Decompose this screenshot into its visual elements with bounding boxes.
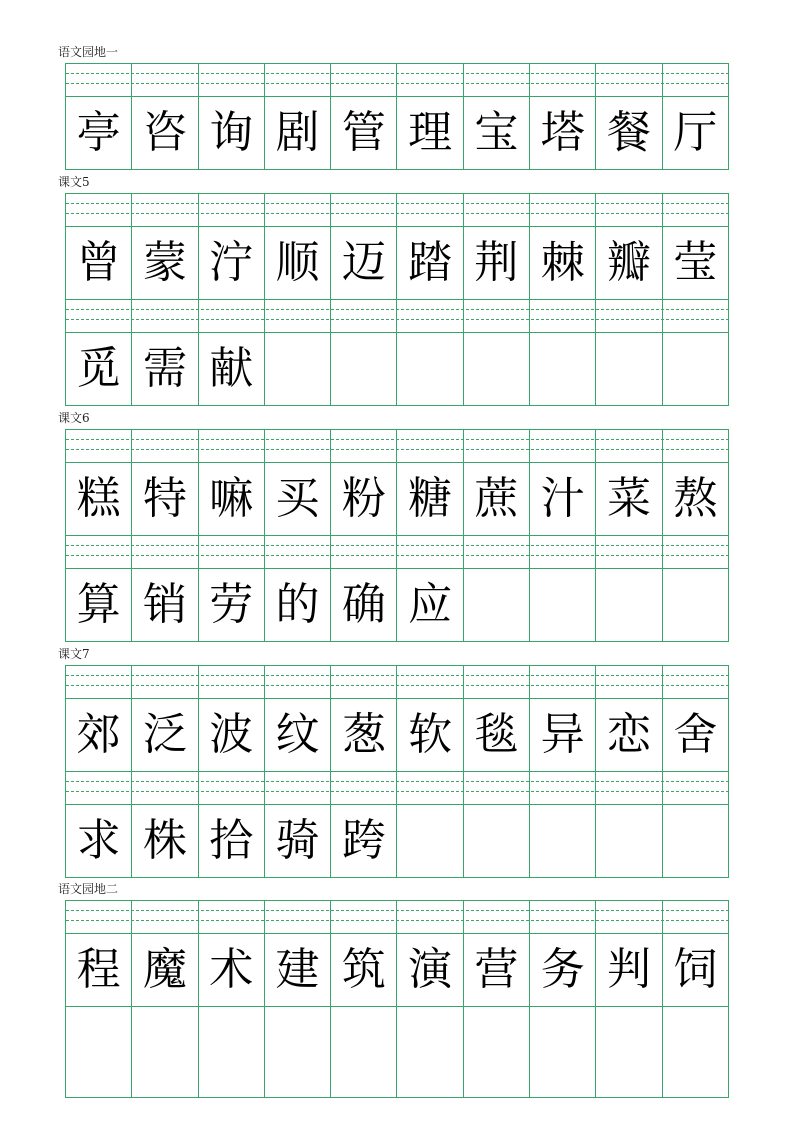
character-cell: 应 [397,569,463,641]
character-cell: 荆 [464,227,530,299]
character-cell: 算 [66,569,132,641]
character-cell: 务 [530,934,596,1006]
pinyin-row [66,300,729,333]
character-cell: 蒙 [132,227,198,299]
character-cell: 程 [66,934,132,1006]
character-cell: 恋 [596,699,662,771]
writing-grid [65,665,729,878]
character-cell: 骑 [265,805,331,877]
character-cell [397,1007,463,1097]
character-cell: 泛 [132,699,198,771]
character-row [66,463,729,536]
section-title: 语文园地二 [58,882,119,896]
character-cell: 咨 [132,97,198,169]
character-cell: 异 [530,699,596,771]
writing-grid [65,193,729,406]
character-cell: 汁 [530,463,596,535]
character-cell [530,333,596,405]
section-title: 课文6 [58,411,90,425]
character-cell [397,805,463,877]
character-cell [132,1007,198,1097]
character-cell [596,333,662,405]
character-cell: 糕 [66,463,132,535]
character-cell: 塔 [530,97,596,169]
character-cell: 泞 [199,227,265,299]
character-cell [663,333,729,405]
character-cell: 觅 [66,333,132,405]
character-cell: 拾 [199,805,265,877]
character-cell: 管 [331,97,397,169]
character-row [66,699,729,772]
character-cell [530,569,596,641]
character-cell [530,1007,596,1097]
character-cell: 献 [199,333,265,405]
character-cell: 株 [132,805,198,877]
character-cell [663,569,729,641]
character-cell: 粉 [331,463,397,535]
character-cell: 厅 [663,97,729,169]
character-cell: 魔 [132,934,198,1006]
character-cell: 棘 [530,227,596,299]
character-cell: 营 [464,934,530,1006]
character-cell [66,1007,132,1097]
character-cell [464,333,530,405]
character-cell: 确 [331,569,397,641]
character-cell: 宝 [464,97,530,169]
character-cell: 演 [397,934,463,1006]
character-cell: 剧 [265,97,331,169]
character-cell: 熬 [663,463,729,535]
writing-grid [65,63,729,170]
character-cell: 跨 [331,805,397,877]
character-cell: 的 [265,569,331,641]
character-cell [530,805,596,877]
character-cell [331,1007,397,1097]
character-cell [397,333,463,405]
character-cell: 波 [199,699,265,771]
character-cell: 瓣 [596,227,662,299]
character-row [66,333,729,406]
character-cell: 理 [397,97,463,169]
pinyin-row [66,64,729,97]
writing-grid [65,900,729,1098]
character-cell: 求 [66,805,132,877]
character-cell: 蔗 [464,463,530,535]
character-cell: 筑 [331,934,397,1006]
character-cell: 劳 [199,569,265,641]
character-cell: 餐 [596,97,662,169]
character-cell: 买 [265,463,331,535]
character-row [66,1007,729,1098]
character-cell [663,1007,729,1097]
pinyin-row [66,430,729,463]
character-cell: 糖 [397,463,463,535]
character-cell: 舍 [663,699,729,771]
pinyin-row [66,194,729,227]
character-row [66,227,729,300]
section-title: 课文7 [58,647,90,661]
character-cell: 莹 [663,227,729,299]
character-cell [265,1007,331,1097]
character-cell [596,569,662,641]
character-cell: 顺 [265,227,331,299]
character-cell: 葱 [331,699,397,771]
character-cell: 销 [132,569,198,641]
pinyin-row [66,901,729,934]
character-cell: 毯 [464,699,530,771]
character-cell: 迈 [331,227,397,299]
character-cell: 饲 [663,934,729,1006]
character-cell: 术 [199,934,265,1006]
pinyin-row [66,666,729,699]
character-row [66,569,729,642]
character-row [66,805,729,878]
character-cell: 询 [199,97,265,169]
character-cell: 嘛 [199,463,265,535]
character-cell [596,805,662,877]
character-cell [265,333,331,405]
pinyin-row [66,536,729,569]
character-cell [464,805,530,877]
character-row [66,97,729,170]
character-cell [596,1007,662,1097]
character-cell [199,1007,265,1097]
character-cell: 踏 [397,227,463,299]
writing-grid [65,429,729,642]
pinyin-row [66,772,729,805]
character-cell: 需 [132,333,198,405]
character-cell: 曾 [66,227,132,299]
section-title: 课文5 [58,175,90,189]
character-cell: 软 [397,699,463,771]
character-cell [464,569,530,641]
character-cell: 纹 [265,699,331,771]
character-cell: 判 [596,934,662,1006]
character-cell: 郊 [66,699,132,771]
character-cell: 亭 [66,97,132,169]
character-cell: 特 [132,463,198,535]
character-cell: 菜 [596,463,662,535]
character-cell [464,1007,530,1097]
character-row [66,934,729,1007]
character-cell: 建 [265,934,331,1006]
character-cell [663,805,729,877]
section-title: 语文园地一 [58,45,119,59]
character-cell [331,333,397,405]
